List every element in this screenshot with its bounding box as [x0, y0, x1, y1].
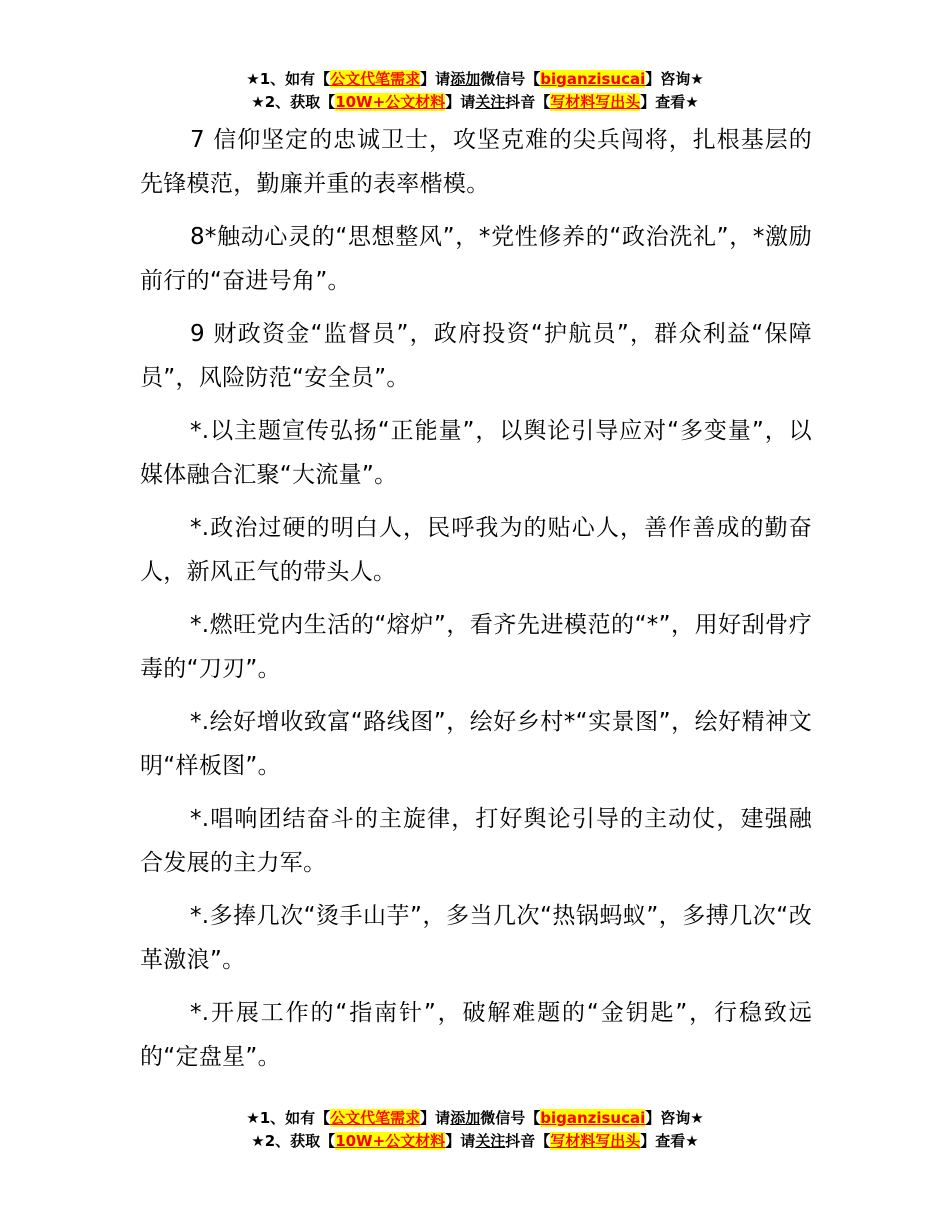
banner-text: 】查看★ — [640, 1132, 699, 1150]
banner-highlight-wechat-id: biganzisucai — [540, 1109, 646, 1127]
header-banner-line-1 — [0, 68, 950, 91]
banner-text: 】请 — [420, 1109, 451, 1127]
footer-banner-line-2 — [0, 1130, 950, 1153]
banner-text: 】查看★ — [640, 93, 699, 111]
banner-text: 2、获取【 — [264, 1132, 336, 1150]
banner-text: 抖音【 — [505, 93, 551, 111]
banner-text: 】请 — [445, 93, 476, 111]
header-banner-line-2 — [0, 91, 950, 114]
banner-highlight: 公文代笔需求 — [330, 1109, 421, 1127]
banner-underlined-text: 添加 — [450, 70, 481, 88]
banner-text: 】咨询★ — [645, 1109, 704, 1127]
paragraph: *.政治过硬的明白人，民呼我为的贴心人，善作善成的勤奋人，新风正气的带头人。 — [140, 515, 812, 585]
banner-highlight-wechat-id: biganzisucai — [540, 70, 646, 88]
paragraph: *.燃旺党内生活的“熔炉”，看齐先进模范的“*”，用好刮骨疗毒的“刀刃”。 — [140, 612, 812, 682]
star-icon: ★ — [246, 1109, 260, 1127]
paragraph: *.唱响团结奋斗的主旋律，打好舆论引导的主动仗，建强融合发展的主力军。 — [140, 806, 812, 876]
paragraph: 8*触动心灵的“思想整风”，*党性修养的“政治洗礼”，*激励前行的“奋进号角”。 — [140, 224, 812, 294]
paragraph: *.多捧几次“烫手山芋”，多当几次“热锅蚂蚁”，多搏几次“改革激浪”。 — [140, 903, 812, 973]
document-body — [140, 118, 812, 1088]
banner-text: 抖音【 — [505, 1132, 551, 1150]
banner-highlight: 公文代笔需求 — [330, 70, 421, 88]
banner-text: 】请 — [420, 70, 451, 88]
star-icon: ★ — [251, 1132, 265, 1150]
banner-text: 】咨询★ — [645, 70, 704, 88]
banner-highlight: 10W+公文材料 — [335, 1132, 446, 1150]
banner-text: 1、如有【 — [259, 1109, 331, 1127]
banner-text: 微信号【 — [480, 1109, 541, 1127]
header-banner — [0, 68, 950, 114]
footer-banner-line-1 — [0, 1107, 950, 1130]
banner-text: 2、获取【 — [264, 93, 336, 111]
footer-banner — [0, 1107, 950, 1153]
banner-highlight-douyin-id: 写材料写出头 — [550, 93, 641, 111]
paragraph: *.开展工作的“指南针”，破解难题的“金钥匙”，行稳致远的“定盘星”。 — [140, 1000, 812, 1070]
banner-underlined-text: 关注 — [475, 93, 506, 111]
banner-highlight-douyin-id: 写材料写出头 — [550, 1132, 641, 1150]
star-icon: ★ — [246, 70, 260, 88]
banner-underlined-text: 关注 — [475, 1132, 506, 1150]
star-icon: ★ — [251, 93, 265, 111]
paragraph: 7 信仰坚定的忠诚卫士，攻坚克难的尖兵闯将，扎根基层的先锋模范，勤廉并重的表率楷模。 — [140, 127, 812, 197]
banner-text: 微信号【 — [480, 70, 541, 88]
paragraph: 9 财政资金“监督员”，政府投资“护航员”，群众利益“保障员”，风险防范“安全员”。 — [140, 321, 812, 391]
banner-text: 1、如有【 — [259, 70, 331, 88]
banner-highlight: 10W+公文材料 — [335, 93, 446, 111]
paragraph: *.以主题宣传弘扬“正能量”，以舆论引导应对“多变量”，以媒体融合汇聚“大流量”。 — [140, 418, 812, 488]
banner-text: 】请 — [445, 1132, 476, 1150]
paragraph: *.绘好增收致富“路线图”，绘好乡村*“实景图”，绘好精神文明“样板图”。 — [140, 709, 812, 779]
banner-underlined-text: 添加 — [450, 1109, 481, 1127]
